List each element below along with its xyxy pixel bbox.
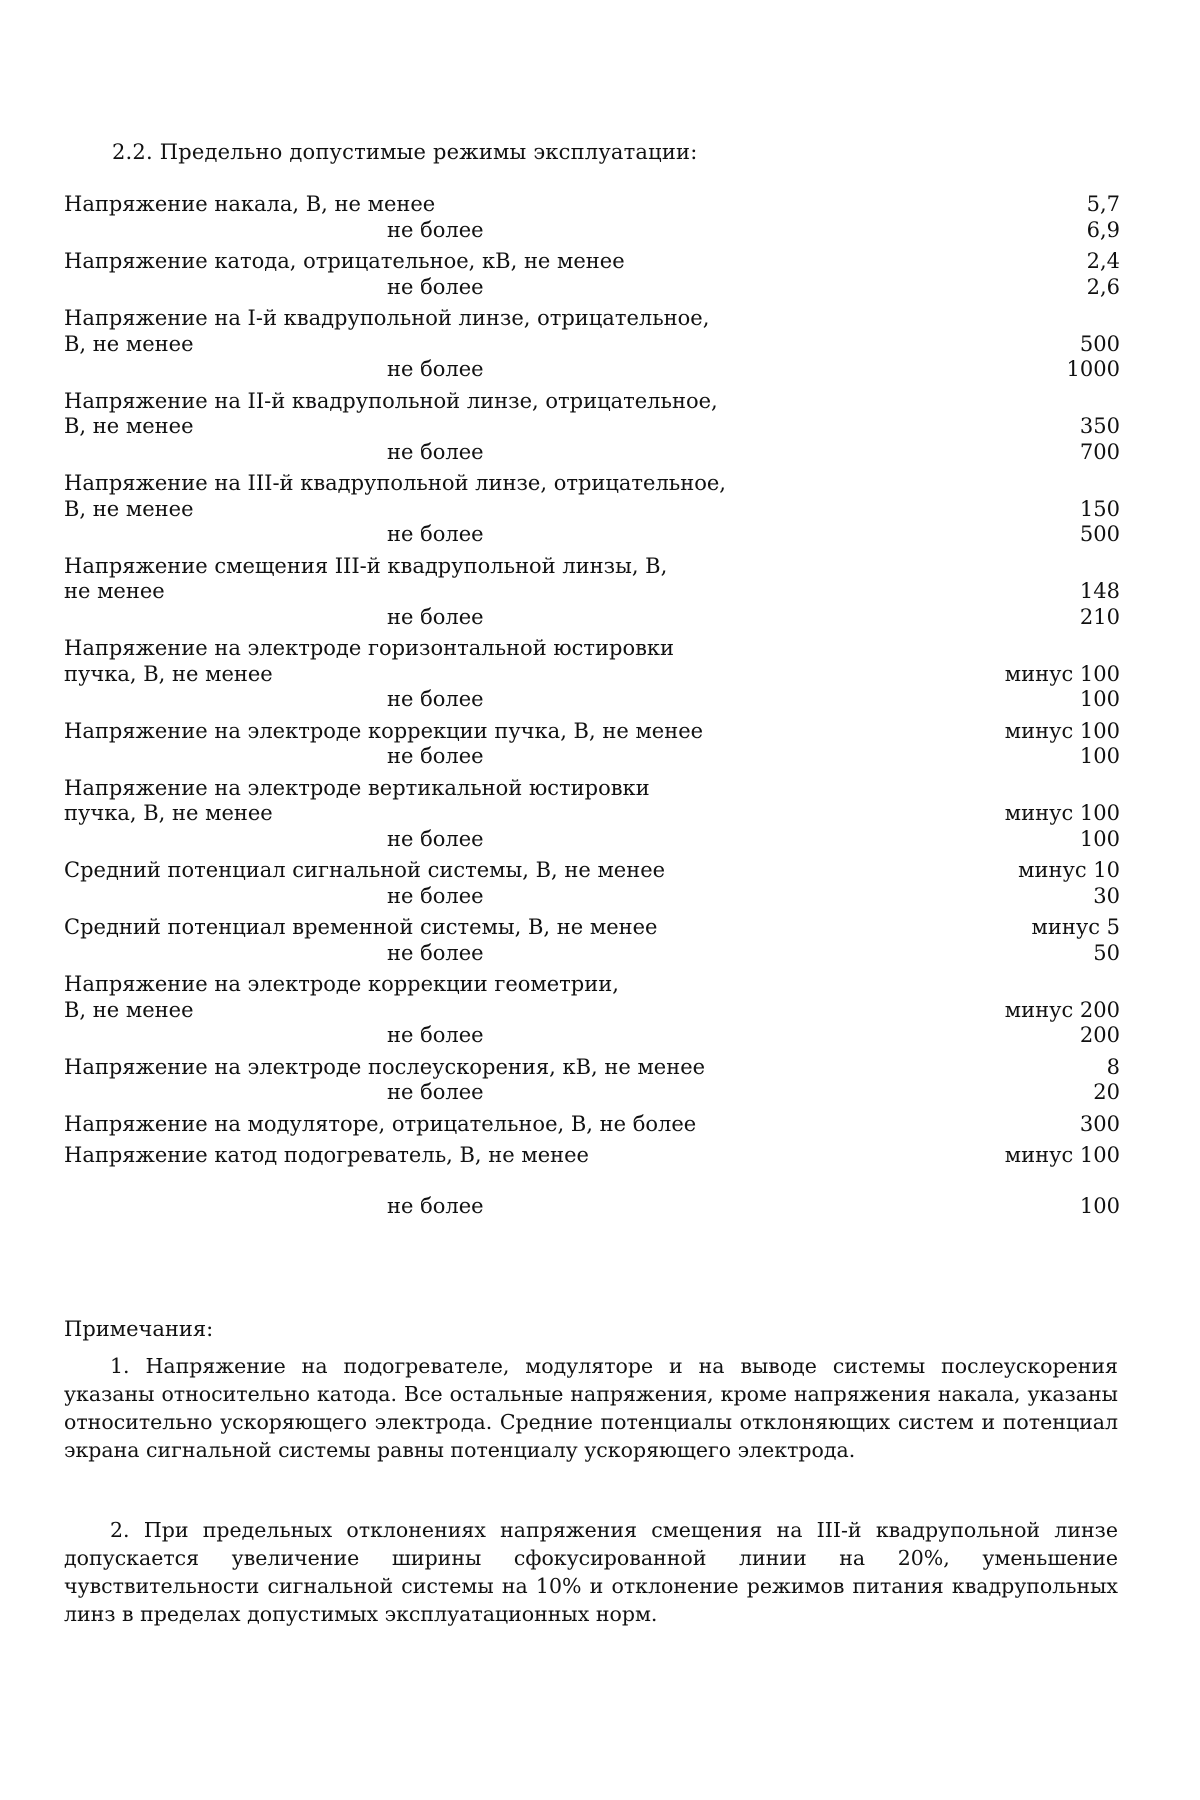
spec-label: не более — [387, 744, 484, 768]
spec-line — [64, 884, 1120, 910]
spec-value: 20 — [1093, 1080, 1120, 1104]
spec-value: 100 — [1079, 687, 1120, 711]
spec-line — [64, 1194, 1120, 1220]
spec-line — [64, 579, 1120, 605]
spec-line — [64, 554, 1120, 580]
spec-label: Напряжение на модуляторе, отрицательное, В, не более — [64, 1111, 697, 1136]
spec-line — [64, 357, 1120, 383]
spec-label: Средний потенциал временной системы, В, не менее — [64, 915, 658, 939]
spec-value: минус 5 — [1031, 915, 1120, 939]
spec-item — [64, 554, 1120, 631]
spec-label: Напряжение катода, отрицательное, кВ, не менее — [64, 249, 625, 273]
spec-line — [64, 1055, 1120, 1081]
spec-item — [64, 858, 1120, 909]
spec-label: Напряжение на электроде вертикальной юстировки — [64, 775, 650, 800]
spec-value: минус 200 — [1004, 997, 1120, 1022]
spec-value: 6,9 — [1086, 217, 1120, 242]
spec-line — [64, 192, 1120, 218]
spec-line — [64, 414, 1120, 440]
spec-label: Напряжение на III-й квадрупольной линзе, отрицательное, — [64, 471, 726, 495]
spec-value: 2,4 — [1086, 249, 1120, 273]
spec-label: В, не менее — [64, 331, 194, 356]
spec-value: 8 — [1106, 1054, 1120, 1079]
spec-label: не более — [387, 217, 484, 242]
spec-value: 100 — [1079, 1194, 1120, 1218]
spec-value: 100 — [1079, 744, 1120, 768]
note-2: 2. При предельных отклонениях напряжения смещения на III-й квадрупольной линзе допускается увеличение ширины сфокусированной линии на 20%, уменьшение чувствительности сигнальной системы на 10% и отклонение режимов питания квадрупольных линз в пределах допустимых эксплуатационных норм. — [64, 1518, 1118, 1626]
spec-value: 500 — [1079, 331, 1120, 356]
spec-label: не более — [387, 1080, 484, 1104]
spec-value: 5,7 — [1086, 192, 1120, 216]
spec-label: не менее — [64, 579, 165, 603]
spec-value: минус 100 — [1004, 661, 1120, 686]
spec-line — [64, 858, 1120, 884]
spec-label: Напряжение на I-й квадрупольной линзе, отрицательное, — [64, 306, 710, 330]
spec-value: 30 — [1093, 883, 1120, 908]
spec-label: Напряжение катод подогреватель, В, не менее — [64, 1143, 589, 1167]
spec-label: не более — [387, 826, 484, 851]
spec-label: Напряжение на электроде коррекции геометрии, — [64, 972, 619, 996]
spec-line — [64, 389, 1120, 415]
spec-label: пучка, В, не менее — [64, 661, 273, 686]
spec-value: 2,6 — [1086, 274, 1120, 299]
spec-line — [64, 998, 1120, 1024]
spec-line — [64, 662, 1120, 688]
spec-line — [64, 687, 1120, 713]
notes-title: Примечания: — [64, 1317, 214, 1341]
spec-line — [64, 1143, 1120, 1169]
spec-item — [64, 636, 1120, 713]
spec-item — [64, 192, 1120, 243]
spec-item — [64, 471, 1120, 548]
spec-label: не более — [387, 439, 484, 464]
spec-value: 100 — [1079, 826, 1120, 851]
spec-line — [64, 218, 1120, 244]
spec-line — [64, 941, 1120, 967]
spec-line — [64, 776, 1120, 802]
spec-item — [64, 1112, 1120, 1138]
spec-value: минус 100 — [1004, 1143, 1120, 1167]
spec-label: не более — [387, 1194, 484, 1218]
spec-item — [64, 249, 1120, 300]
spec-label: не более — [387, 357, 484, 381]
spec-value: 150 — [1079, 496, 1120, 521]
spec-label: В, не менее — [64, 414, 194, 438]
spec-line — [64, 275, 1120, 301]
spec-line — [64, 249, 1120, 275]
spec-list — [64, 192, 1120, 1226]
spec-value: минус 100 — [1004, 718, 1120, 743]
spec-line — [64, 827, 1120, 853]
spec-line — [64, 1112, 1120, 1138]
spec-label: не более — [387, 274, 484, 299]
spec-item — [64, 306, 1120, 383]
spec-value: 500 — [1079, 522, 1120, 546]
spec-label: Напряжение на электроде послеускорения, кВ, не менее — [64, 1054, 706, 1079]
spec-value: 210 — [1079, 604, 1120, 629]
spec-label: Напряжение на электроде горизонтальной юстировки — [64, 636, 675, 660]
spec-line — [64, 522, 1120, 548]
spec-line — [64, 719, 1120, 745]
spec-label: В, не менее — [64, 997, 194, 1022]
spec-line — [64, 1169, 1120, 1195]
spec-label: Напряжение на II-й квадрупольной линзе, отрицательное, — [64, 388, 718, 413]
spec-item — [64, 389, 1120, 466]
spec-item — [64, 972, 1120, 1049]
spec-line — [64, 440, 1120, 466]
spec-label: Напряжение на электроде коррекции пучка, В, не менее — [64, 718, 704, 743]
spec-value: 148 — [1079, 579, 1120, 603]
spec-value: минус 10 — [1018, 858, 1120, 882]
spec-label: пучка, В, не менее — [64, 801, 273, 825]
spec-item — [64, 719, 1120, 770]
spec-value: 1000 — [1066, 357, 1120, 381]
spec-value: минус 100 — [1004, 801, 1120, 825]
spec-label: не более — [387, 883, 484, 908]
spec-label: не более — [387, 522, 484, 546]
spec-line — [64, 1023, 1120, 1049]
spec-label: не более — [387, 687, 484, 711]
spec-label: не более — [387, 1023, 484, 1047]
spec-line — [64, 306, 1120, 332]
spec-value: 700 — [1079, 439, 1120, 464]
spec-item — [64, 1055, 1120, 1106]
spec-line — [64, 915, 1120, 941]
spec-line — [64, 605, 1120, 631]
spec-label: Напряжение накала, В, не менее — [64, 192, 436, 216]
spec-label: не более — [387, 604, 484, 629]
note-1: 1. Напряжение на подогревателе, модуляторе и на выводе системы послеускорения указаны относительно катода. Все остальные напряжения, кроме напряжения накала, указаны относительно ускоряющего электрода. Средние потенциалы отклоняющих систем и потенциал экрана сигнальной системы равны потенциалу ускоряющего электрода. — [64, 1354, 1118, 1462]
spec-line — [64, 497, 1120, 523]
spec-line — [64, 972, 1120, 998]
spec-value: 350 — [1079, 414, 1120, 438]
spec-line — [64, 471, 1120, 497]
spec-label: не более — [387, 940, 484, 965]
spec-label: Напряжение смещения III-й квадрупольной линзы, В, — [64, 553, 668, 578]
spec-line — [64, 1080, 1120, 1106]
spec-line — [64, 332, 1120, 358]
spec-item — [64, 1143, 1120, 1220]
spec-line — [64, 636, 1120, 662]
spec-item — [64, 776, 1120, 853]
spec-label: В, не менее — [64, 496, 194, 521]
spec-line — [64, 801, 1120, 827]
spec-line — [64, 744, 1120, 770]
section-heading: 2.2. Предельно допустимые режимы эксплуатации: — [112, 140, 698, 164]
spec-value: 200 — [1079, 1023, 1120, 1047]
spec-label: Средний потенциал сигнальной системы, В, не менее — [64, 858, 666, 882]
spec-item — [64, 915, 1120, 966]
spec-value: 300 — [1079, 1111, 1120, 1136]
spec-value: 50 — [1093, 940, 1120, 965]
